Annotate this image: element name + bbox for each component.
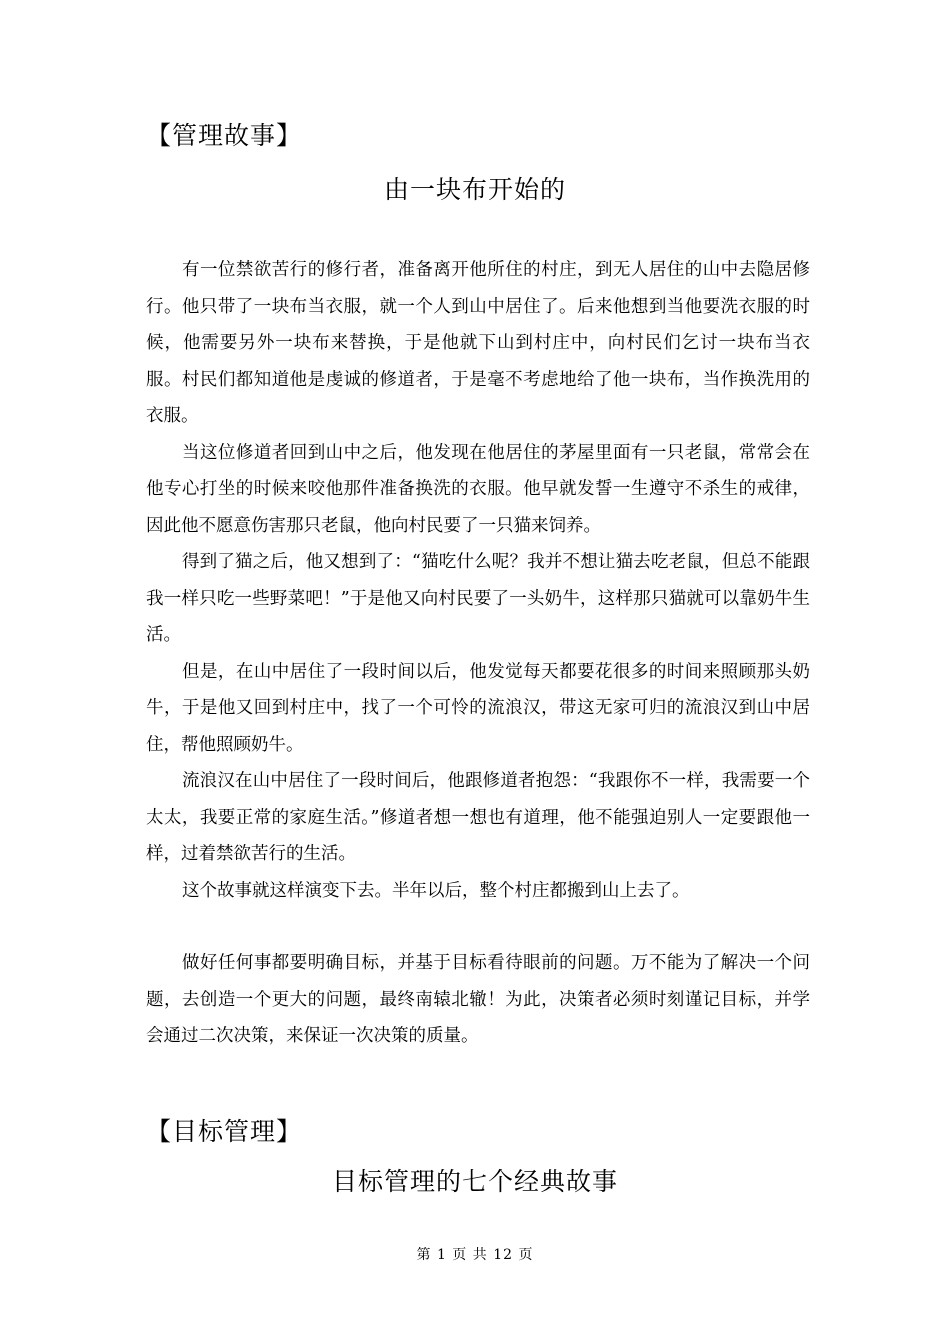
story-paragraph-4: 但是，在山中居住了一段时间以后，他发觉每天都要花很多的时间来照顾那头奶牛，于是他又回到村庄中，找了一个可怜的流浪汉，带这无家可归的流浪汉到山中居住，帮他照顾奶牛。 bbox=[146, 661, 810, 755]
section-heading-goal-management: 【目标管理】 bbox=[146, 1117, 303, 1146]
story-title: 由一块布开始的 bbox=[383, 175, 566, 204]
story-paragraph-1: 有一位禁欲苦行的修行者，准备离开他所住的村庄，到无人居住的山中去隐居修行。他只带了一块布当衣服，就一个人到山中居住了。后来他想到当他要洗衣服的时候，他需要另外一块布来替换，于是他就下山到村庄中，向村民们乞讨一块布当衣服。村民们都知道他是虔诚的修道者，于是毫不考虑地给了他一块布，当作换洗用的衣服。 bbox=[146, 260, 810, 426]
story-paragraph-6: 这个故事就这样演变下去。半年以后，整个村庄都搬到山上去了。 bbox=[182, 880, 690, 901]
section-heading-management-story: 【管理故事】 bbox=[146, 121, 303, 150]
story-conclusion: 做好任何事都要明确目标，并基于目标看待眼前的问题。万不能为了解决一个问题，去创造一个更大的问题，最终南辕北辙！为此，决策者必须时刻谨记目标，并学会通过二次决策，来保证一次决策的质量。 bbox=[146, 953, 810, 1046]
paragraph-gap bbox=[146, 909, 810, 945]
story-paragraph-3: 得到了猫之后，他又想到了：“猫吃什么呢？我并不想让猫去吃老鼠，但总不能跟我一样只吃一些野菜吧！”于是他又向村民要了一头奶牛，这样那只猫就可以靠奶牛生活。 bbox=[146, 552, 810, 645]
page-number-footer: 第 1 页 共 12 页 bbox=[416, 1247, 534, 1263]
story-body bbox=[146, 252, 810, 1055]
story-paragraph-2: 当这位修道者回到山中之后，他发现在他居住的茅屋里面有一只老鼠，常常会在他专心打坐的时候来咬他那件准备换洗的衣服。他早就发誓一生遵守不杀生的戒律，因此他不愿意伤害那只老鼠，他向村民要了一只猫来饲养。 bbox=[146, 442, 810, 536]
goal-management-title: 目标管理的七个经典故事 bbox=[331, 1167, 618, 1196]
story-paragraph-5: 流浪汉在山中居住了一段时间后，他跟修道者抱怨：“我跟你不一样，我需要一个太太，我要正常的家庭生活。”修道者想一想也有道理，他不能强迫别人一定要跟他一样，过着禁欲苦行的生活。 bbox=[146, 771, 810, 864]
